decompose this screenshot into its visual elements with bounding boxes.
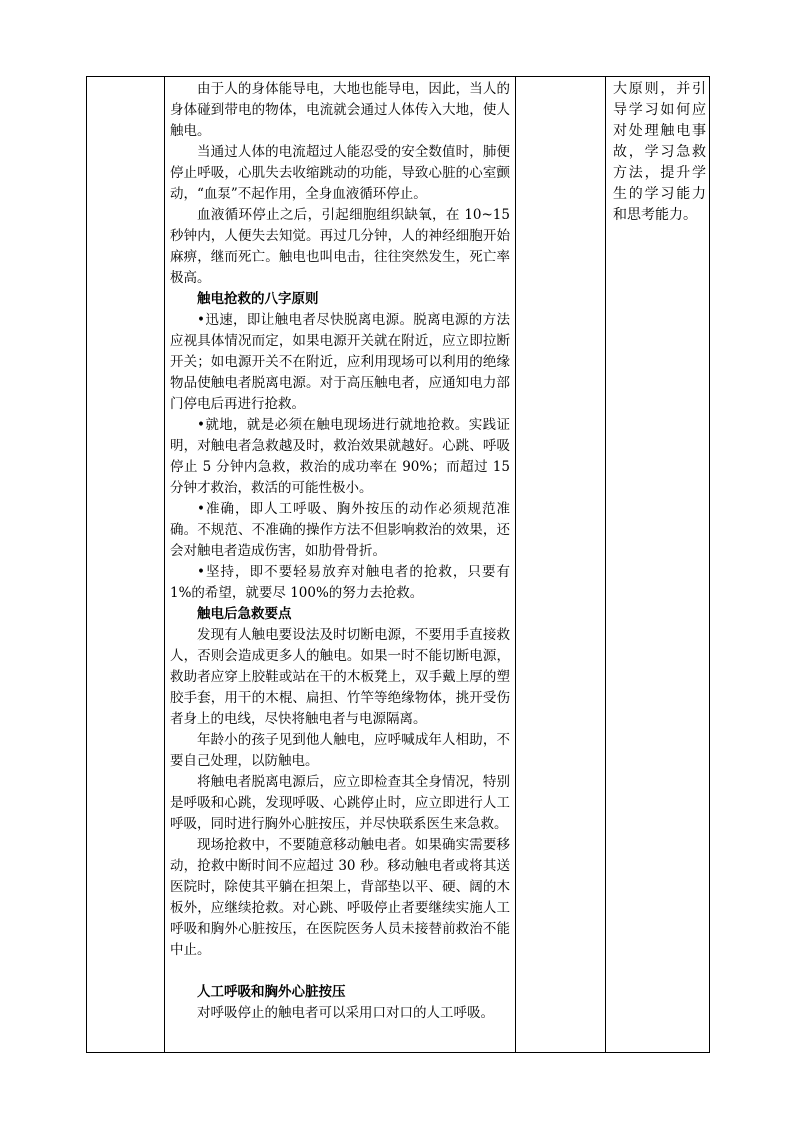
section-heading: 人工呼吸和胸外心脏按压 bbox=[197, 984, 346, 1000]
column-divider bbox=[515, 77, 516, 1052]
lesson-table bbox=[86, 76, 710, 1053]
paragraph: 将触电者脱离电源后，应立即检查其全身情况，特别是呼吸和心跳，发现呼吸、心跳停止时，应立即进行人工呼吸，同时进行胸外心脏按压，并尽快联系医生来急救。 bbox=[170, 774, 510, 832]
blank-line bbox=[170, 961, 510, 982]
paragraph: •准确，即人工呼吸、胸外按压的动作必须规范准确。不规范、不准确的操作方法不但影响救治的效果，还会对触电者造成伤害，如肋骨骨折。 bbox=[170, 501, 510, 559]
paragraph: •坚持，即不要轻易放弃对触电者的抢救，只要有 1%的希望，就要尽 100%的努力去抢救。 bbox=[170, 564, 510, 601]
column-divider bbox=[605, 77, 606, 1052]
section-heading: 触电后急救要点 bbox=[197, 606, 292, 622]
paragraph: 年龄小的孩子见到他人触电，应呼喊成年人相助，不要自己处理，以防触电。 bbox=[170, 732, 510, 769]
design-intent-cell bbox=[607, 77, 710, 226]
paragraph: 由于人的身体能导电，大地也能导电，因此，当人的身体碰到带电的物体，电流就会通过人体传入大地，使人触电。 bbox=[170, 81, 510, 139]
paragraph: 对呼吸停止的触电者可以采用口对口的人工呼吸。 bbox=[197, 1005, 494, 1021]
paragraph: 当通过人体的电流超过人能忍受的安全数值时，肺便停止呼吸，心肌失去收缩跳动的功能，导致心脏的心室颤动，“血泵”不起作用，全身血液循环停止。 bbox=[170, 144, 510, 202]
paragraph: 现场抢救中，不要随意移动触电者。如果确实需要移动，抢救中断时间不应超过 30 秒。移动触电者或将其送医院时，除使其平躺在担架上，背部垫以平、硬、阔的木板外，应继续抢救。对心跳、呼吸停止者要继续实施人工呼吸和胸外心脏按压，在医院医务人员未接替前救治不能中止。 bbox=[170, 837, 510, 958]
design-intent-text: 大原则，并引导学习如何应对处理触电事故，学习急救方法，提升学生的学习能力和思考能力。 bbox=[613, 81, 706, 223]
teaching-content-cell bbox=[165, 77, 515, 1024]
section-heading: 触电抢救的八字原则 bbox=[197, 291, 319, 307]
paragraph: 发现有人触电要设法及时切断电源，不要用手直接救人，否则会造成更多人的触电。如果一时不能切断电源，救助者应穿上胶鞋或站在干的木板凳上，双手戴上厚的塑胶手套，用干的木棍、扁担、竹竿等绝缘物体，挑开受伤者身上的电线，尽快将触电者与电源隔离。 bbox=[170, 627, 510, 727]
paragraph: •迅速，即让触电者尽快脱离电源。脱离电源的方法应视具体情况而定，如果电源开关就在附近，应立即拉断开关；如电源开关不在附近，应利用现场可以利用的绝缘物品使触电者脱离电源。对于高压触电者，应通知电力部门停电后再进行抢救。 bbox=[170, 312, 510, 412]
paragraph: 血液循环停止之后，引起细胞组织缺氧，在 10~15 秒钟内，人便失去知觉。再过几分钟，人的神经细胞开始麻痹，继而死亡。触电也叫电击，往往突然发生，死亡率极高。 bbox=[170, 207, 510, 286]
paragraph: •就地，就是必须在触电现场进行就地抢救。实践证明，对触电者急救越及时，救治效果就越好。心跳、呼吸停止 5 分钟内急救，救治的成功率在 90%；而超过 15 分钟才救治，救活的可能性极小。 bbox=[170, 417, 510, 496]
